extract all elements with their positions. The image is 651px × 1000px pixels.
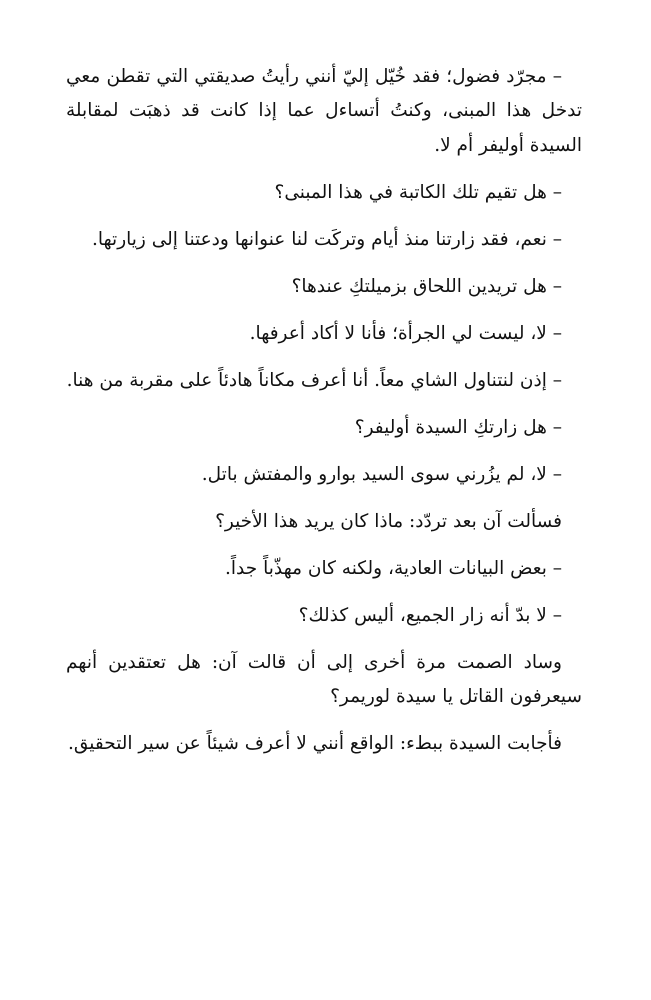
paragraph-1: – مجرّد فضول؛ فقد خُيّل إليّ أنني رأيتُ صديقتي التي تقطن معي تدخل هذا المبنى، وكنتُ أتساءل عما إذا كانت قد ذهبَت لمقابلة السيدة أوليفر أم لا. (66, 66, 582, 156)
paragraph-11: – لا بدّ أنه زار الجميع، أليس كذلك؟ (298, 604, 562, 626)
paragraph-2: – هل تقيم تلك الكاتبة في هذا المبنى؟ (274, 181, 562, 203)
paragraph-4: – هل تريدين اللحاق بزميلتكِ عندها؟ (291, 275, 562, 297)
paragraph-8: – لا، لم يزُرني سوى السيد بوارو والمفتش باتل. (201, 463, 562, 485)
paragraph-13: فأجابت السيدة ببطء: الواقع أنني لا أعرف شيئاً عن سير التحقيق. (68, 733, 562, 755)
paragraph-10: – بعض البيانات العادية، ولكنه كان مهذّباً جداً. (225, 557, 562, 579)
paragraph-6: – إذن لنتناول الشاي معاً. أنا أعرف مكاناً هادئاً على مقربة من هنا. (66, 369, 562, 391)
paragraph-12: وساد الصمت مرة أخرى إلى أن قالت آن: هل تعتقدين أنهم سيعرفون القاتل يا سيدة لوريمر؟ (66, 651, 582, 708)
paragraph-7: – هل زارتكِ السيدة أوليفر؟ (354, 416, 562, 438)
paragraph-3: – نعم، فقد زارتنا منذ أيام وتركَت لنا عنوانها ودعتنا إلى زيارتها. (92, 228, 562, 250)
document-page (66, 60, 582, 774)
paragraph-5: – لا، ليست لي الجرأة؛ فأنا لا أكاد أعرفها. (249, 322, 562, 344)
paragraph-9: فسألت آن بعد تردّد: ماذا كان يريد هذا الأخير؟ (215, 510, 562, 532)
